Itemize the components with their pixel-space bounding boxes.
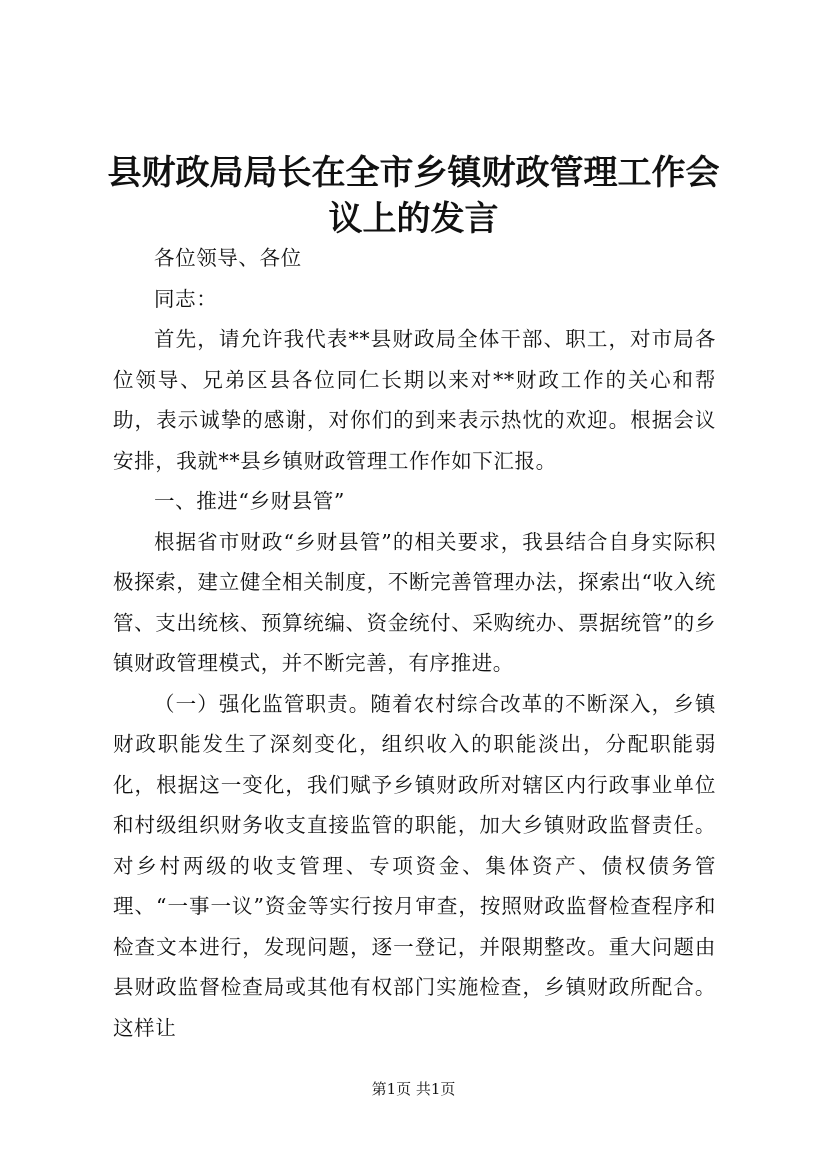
page-footer: 第1页 共1页: [371, 1080, 456, 1098]
document-title: 县财政局局长在全市乡镇财政管理工作会议上的发言: [107, 153, 720, 239]
salutation-line-1: 各位领导、各位: [154, 246, 302, 270]
section-heading: 一、推进“乡财县管”: [154, 489, 345, 513]
section-paragraph: 根据省市财政“乡财县管”的相关要求，我县结合自身实际积极探索，建立健全相关制度，不断完善管理办法，探索出“收入统管、支出统核、预算统编、资金统付、采购统办、票据统管”的乡镇财政管理模式，并不断完善，有序推进。: [113, 529, 716, 675]
salutation-line-2: 同志：: [154, 286, 218, 311]
opening-paragraph: 首先，请允许我代表**县财政局全体干部、职工，对市局各位领导、兄弟区县各位同仁长期以来对**财政工作的关心和帮助，表示诚挚的感谢，对你们的到来表示热忱的欢迎。根据会议安排，我就**县乡镇财政管理工作作如下汇报。: [113, 327, 716, 473]
subsection-paragraph: （一）强化监管职责。随着农村综合改革的不断深入，乡镇财政职能发生了深刻变化，组织收入的职能淡出，分配职能弱化，根据这一变化，我们赋予乡镇财政所对辖区内行政事业单位和村级组织财务收支直接监管的职能，加大乡镇财政监督责任。对乡村两级的收支管理、专项资金、集体资产、债权债务管理、“一事一议”资金等实行按月审查，按照财政监督检查程序和检查文本进行，发现问题，逐一登记，并限期整改。重大问题由县财政监督检查局或其他有权部门实施检查，乡镇财政所配合。这样让: [113, 691, 716, 1040]
document-body: [113, 238, 716, 1048]
